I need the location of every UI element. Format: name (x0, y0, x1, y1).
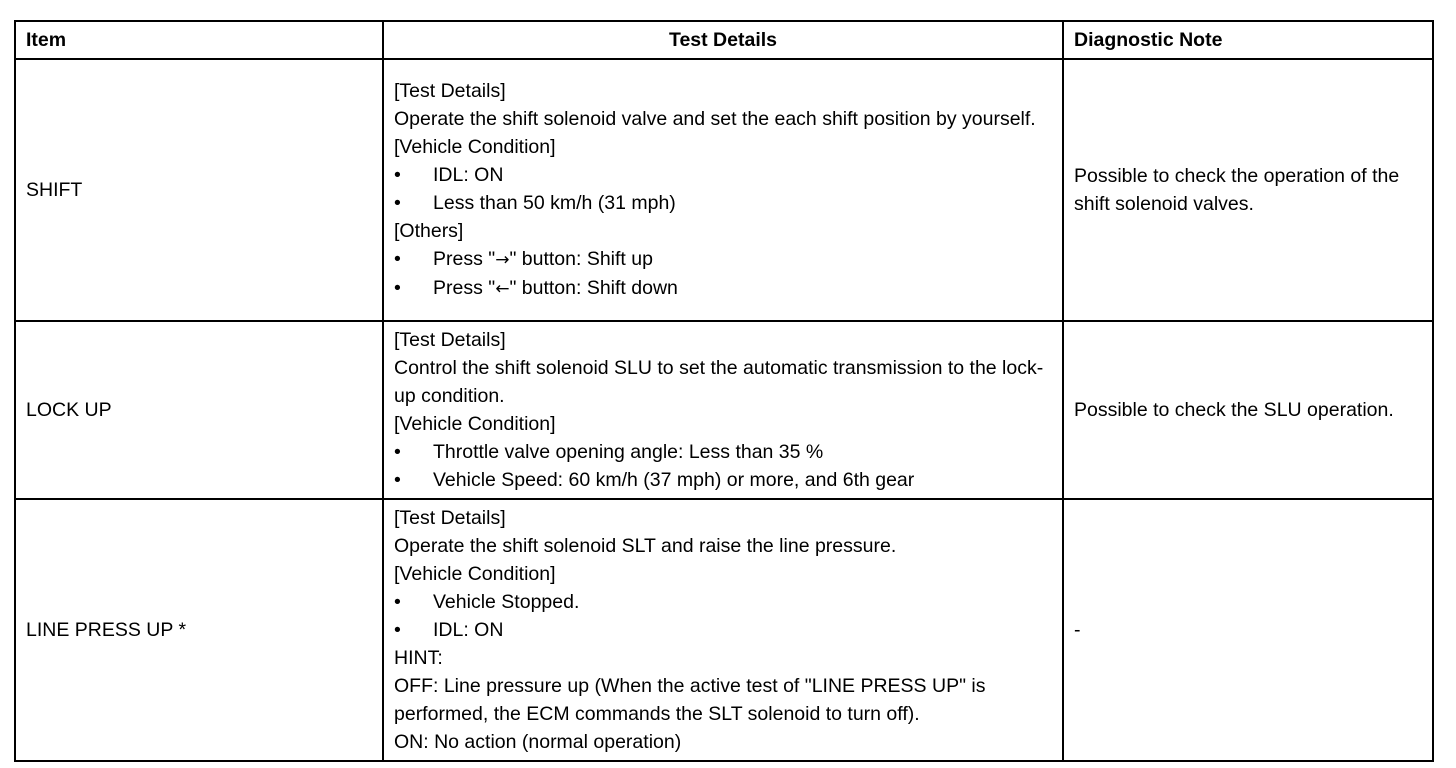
bullet-icon: • (394, 277, 401, 299)
hint-on: ON: No action (normal operation) (394, 731, 682, 753)
test-text: Control the shift solenoid SLU to set the automatic transmission to the lock-up condition. (394, 357, 1044, 407)
table-row (15, 499, 1433, 761)
details-cell (383, 499, 1063, 761)
item-cell: SHIFT (15, 59, 383, 321)
condition-item: • Vehicle Stopped. (394, 588, 1052, 616)
test-text: Operate the shift solenoid valve and set the each shift position by yourself. (394, 108, 1036, 130)
condition-item: • IDL: ON (394, 616, 1052, 644)
others-item: • Press "→" button: Shift up (394, 245, 1052, 274)
condition-item: • IDL: ON (394, 161, 1052, 189)
left-arrow-icon: ← (495, 279, 510, 299)
condition-heading: [Vehicle Condition] (394, 563, 556, 585)
condition-item: • Throttle valve opening angle: Less than 35 % (394, 438, 1052, 466)
bullet-icon: • (394, 441, 401, 463)
details-cell (383, 321, 1063, 499)
item-cell: LOCK UP (15, 321, 383, 499)
bullet-icon: • (394, 591, 401, 613)
bullet-icon: • (394, 248, 401, 270)
active-test-table (14, 20, 1434, 762)
note-cell: - (1063, 499, 1433, 761)
header-test-details: Test Details (383, 21, 1063, 59)
note-cell: Possible to check the SLU operation. (1063, 321, 1433, 499)
right-arrow-icon: → (495, 250, 510, 270)
condition-heading: [Vehicle Condition] (394, 413, 556, 435)
condition-item: • Vehicle Speed: 60 km/h (37 mph) or more, and 6th gear (394, 466, 1052, 494)
header-row (15, 21, 1433, 59)
details-cell (383, 59, 1063, 321)
hint-off: OFF: Line pressure up (When the active test of "LINE PRESS UP" is performed, the ECM commands the SLT solenoid to turn off). (394, 675, 986, 725)
item-cell: LINE PRESS UP * (15, 499, 383, 761)
condition-heading: [Vehicle Condition] (394, 136, 556, 158)
bullet-icon: • (394, 164, 401, 186)
table-row (15, 321, 1433, 499)
table-row (15, 59, 1433, 321)
test-heading: [Test Details] (394, 329, 506, 351)
others-item: • Press "←" button: Shift down (394, 274, 1052, 303)
bullet-icon: • (394, 192, 401, 214)
hint-heading: HINT: (394, 647, 443, 669)
test-heading: [Test Details] (394, 507, 506, 529)
condition-item: • Less than 50 km/h (31 mph) (394, 189, 1052, 217)
bullet-icon: • (394, 619, 401, 641)
others-heading: [Others] (394, 220, 464, 242)
header-item: Item (15, 21, 383, 59)
header-diagnostic-note: Diagnostic Note (1063, 21, 1433, 59)
test-text: Operate the shift solenoid SLT and raise the line pressure. (394, 535, 897, 557)
note-cell: Possible to check the operation of the shift solenoid valves. (1063, 59, 1433, 321)
bullet-icon: • (394, 469, 401, 491)
test-heading: [Test Details] (394, 80, 506, 102)
